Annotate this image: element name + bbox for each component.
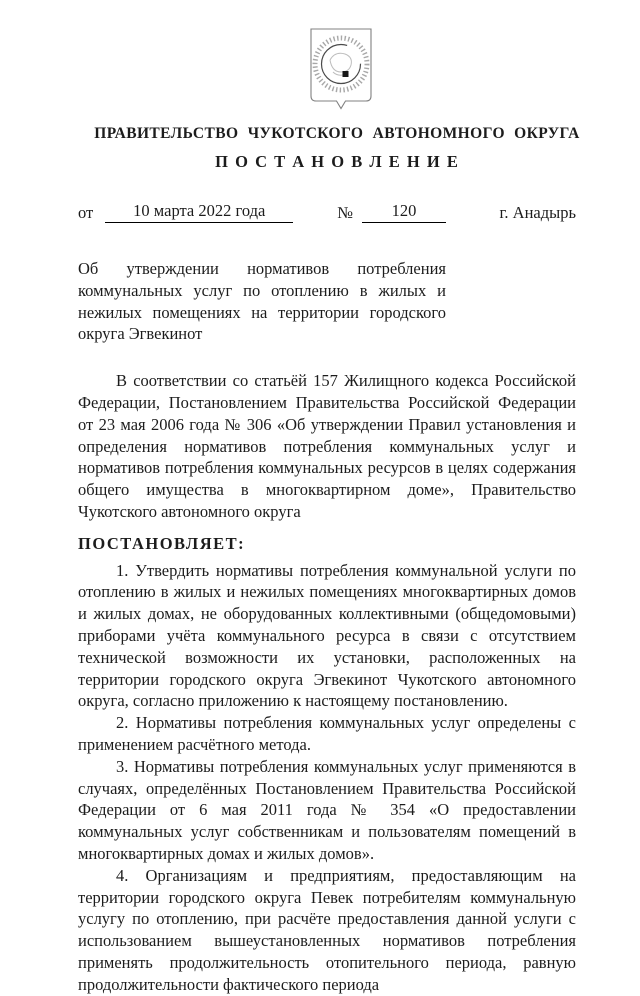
- coat-of-arms-icon: [309, 28, 373, 115]
- date-field: 10 марта 2022 года: [105, 201, 293, 223]
- decree-item: 4. Организациям и предприятиям, предоставляющим на территории городского округа Певек потребителям коммунальную услугу по отоплению, при расчёте предоставления данной услуги с использованием вышеустановленных нормативов потребления применять продолжительность отопительного периода, равную продолжительности фактического периода: [78, 865, 576, 994]
- subject-paragraph: Об утверждении нормативов потребления коммунальных услуг по отоплению в жилых и нежилых помещениях на территории городского округа Эгвекинот: [78, 259, 446, 344]
- doc-meta-row: [78, 201, 576, 223]
- from-label: от: [78, 203, 94, 222]
- decree-item: 3. Нормативы потребления коммунальных услуг применяются в случаях, определённых Постановлением Правительства Российской Федерации от 6 мая 2011 года № 354 «О предоставлении коммунальных услуг собственникам и пользователям помещений в многоквартирных домах и жилых домов».: [78, 756, 576, 863]
- number-sign: №: [337, 203, 353, 222]
- doc-type-title: П О С Т А Н О В Л Е Н И Е: [215, 152, 459, 171]
- city-label: г. Анадырь: [499, 203, 576, 222]
- decree-item: 2. Нормативы потребления коммунальных услуг определены с применением расчётного метода.: [78, 713, 576, 754]
- resolves-heading: ПОСТАНОВЛЯЕТ:: [78, 533, 246, 553]
- preamble-paragraph: В соответствии со статьёй 157 Жилищного кодекса Российской Федерации, Постановлением Правительства Российской Федерации от 23 мая 2006 года № 306 «Об утверждении Правил установления и определения нормативов потребления коммунальных услуг и нормативов потребления коммунальных ресурсов в целях содержания общего имущества в многоквартирном доме», Правительство Чукотского автономного округа: [78, 371, 576, 521]
- number-field: 120: [362, 201, 446, 223]
- org-name: ПРАВИТЕЛЬСТВО ЧУКОТСКОГО АВТОНОМНОГО ОКРУГА: [94, 125, 580, 142]
- decree-item: 1. Утвердить нормативы потребления коммунальной услуги по отоплению в жилых и нежилых помещениях многоквартирных домов и жилых домах, не оборудованных коллективными (общедомовыми) приборами учёта коммунального ресурса в связи с отсутствием технической возможности их установки, расположенных на территории городского округа Эгвекинот Чукотского автономного округа, согласно приложению к настоящему постановлению.: [78, 560, 576, 711]
- decree-items: [78, 560, 576, 996]
